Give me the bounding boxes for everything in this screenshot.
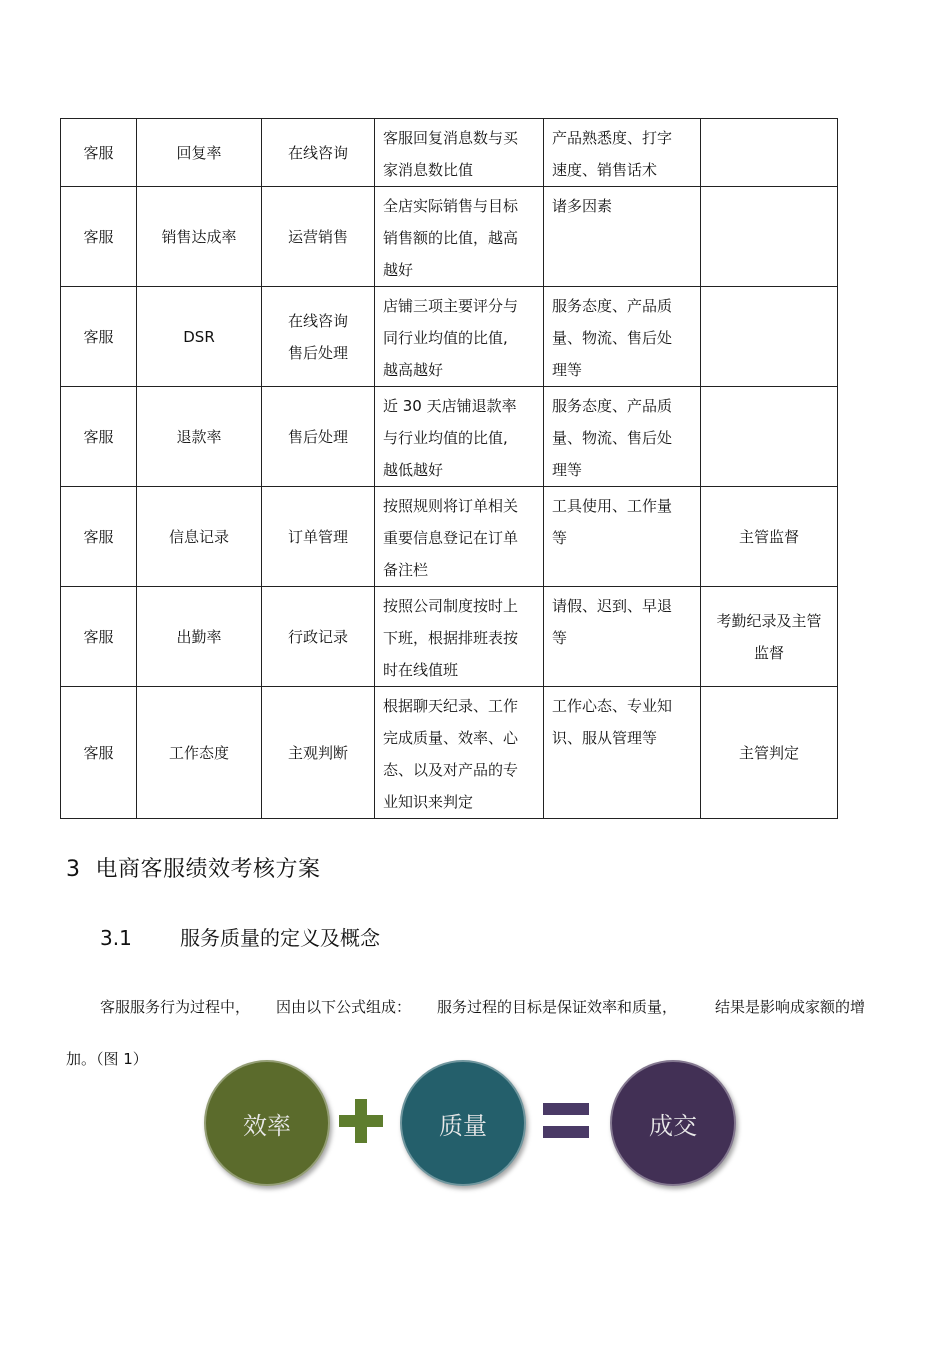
- cell-line: 越好: [383, 261, 414, 279]
- cell-line: 识、服从管理等: [552, 729, 658, 747]
- cell-line: 理等: [552, 361, 583, 379]
- description-cell: [375, 687, 544, 819]
- cell-line: 工作心态、专业知: [552, 697, 673, 715]
- description-cell: [375, 187, 544, 287]
- cell-line: 下班，根据排班表按: [383, 629, 519, 647]
- kpi-table: [60, 118, 838, 819]
- note-cell: [701, 587, 838, 687]
- subsection-heading: [100, 922, 380, 951]
- subsection-number: 3.1: [100, 926, 132, 950]
- table-row: [61, 587, 838, 687]
- paragraph-part: 因由以下公式组成：: [276, 998, 412, 1016]
- subsection-title: 服务质量的定义及概念: [180, 926, 380, 950]
- cell-line: 备注栏: [383, 561, 429, 579]
- method-cell: [262, 487, 375, 587]
- cell-line: 按照公司制度按时上: [383, 597, 519, 615]
- cell-line: 订单管理: [287, 527, 348, 546]
- metric-cell: 出勤率: [137, 587, 262, 687]
- section-title: 电商客服绩效考核方案: [95, 857, 321, 882]
- note-cell: [701, 687, 838, 819]
- cell-line: 重要信息登记在订单: [383, 529, 519, 547]
- table-row: [61, 687, 838, 819]
- cell-line: 业知识来判定: [383, 793, 474, 811]
- note-cell: [701, 119, 838, 187]
- table-row: [61, 387, 838, 487]
- cell-line: 在线咨询: [287, 143, 348, 162]
- cell-line: 按照规则将订单相关: [383, 497, 519, 515]
- cell-line: 越高越好: [383, 361, 444, 379]
- method-cell: [262, 287, 375, 387]
- role-cell: 客服: [61, 119, 137, 187]
- cell-line: 等: [552, 529, 568, 547]
- paragraph-line-2: 加。（图 1）: [66, 1050, 148, 1068]
- table-row: [61, 487, 838, 587]
- factors-cell: [544, 687, 701, 819]
- description-cell: [375, 387, 544, 487]
- method-cell: [262, 187, 375, 287]
- cell-line: 等: [552, 629, 568, 647]
- cell-line: 产品熟悉度、打字: [552, 129, 673, 147]
- cell-line: 客服回复消息数与买: [383, 129, 519, 147]
- note-cell: [701, 487, 838, 587]
- cell-line: 店铺三项主要评分与: [383, 297, 519, 315]
- role-cell: 客服: [61, 187, 137, 287]
- role-cell: 客服: [61, 387, 137, 487]
- description-cell: [375, 487, 544, 587]
- cell-line: 越低越好: [383, 461, 444, 479]
- efficiency-circle: [204, 1060, 330, 1186]
- paragraph-part: 服务过程的目标是保证效率和质量，: [437, 998, 678, 1016]
- cell-line: 量、物流、售后处: [552, 329, 673, 347]
- note-cell: [701, 287, 838, 387]
- factors-cell: [544, 587, 701, 687]
- cell-line: 时在线值班: [383, 661, 459, 679]
- paragraph-part: 客服服务行为过程中，: [100, 998, 251, 1016]
- section-heading: [66, 852, 321, 883]
- cell-line: 运营销售: [287, 227, 348, 246]
- cell-line: 家消息数比值: [383, 161, 474, 179]
- method-cell: [262, 687, 375, 819]
- method-cell: [262, 587, 375, 687]
- section-number: 3: [66, 857, 81, 882]
- quality-circle: [400, 1060, 526, 1186]
- cell-line: 全店实际销售与目标: [383, 197, 519, 215]
- paragraph-line-1: [100, 996, 865, 1017]
- cell-line: 服务态度、产品质: [552, 397, 673, 415]
- cell-line: 监督: [753, 643, 784, 662]
- table-row: [61, 187, 838, 287]
- note-cell: [701, 187, 838, 287]
- role-cell: 客服: [61, 587, 137, 687]
- cell-line: 根据聊天纪录、工作: [383, 697, 519, 715]
- cell-line: 主观判断: [287, 743, 348, 762]
- paragraph-part: 结果是影响成家额的增: [715, 998, 866, 1016]
- cell-line: 售后处理: [287, 427, 348, 446]
- role-cell: 客服: [61, 487, 137, 587]
- cell-line: 主管判定: [738, 743, 799, 762]
- cell-line: 考勤纪录及主管: [716, 611, 822, 630]
- description-cell: [375, 287, 544, 387]
- cell-line: 速度、销售话术: [552, 161, 658, 179]
- formula-diagram: [200, 1058, 740, 1184]
- metric-cell: DSR: [137, 287, 262, 387]
- deal-circle: [610, 1060, 736, 1186]
- equals-icon: [542, 1100, 590, 1142]
- factors-cell: [544, 287, 701, 387]
- cell-line: 诸多因素: [552, 197, 613, 215]
- metric-cell: 工作态度: [137, 687, 262, 819]
- factors-cell: [544, 187, 701, 287]
- cell-line: 与行业均值的比值,: [383, 429, 508, 447]
- metric-cell: 退款率: [137, 387, 262, 487]
- cell-line: 完成质量、效率、心: [383, 729, 519, 747]
- cell-line: 态、以及对产品的专: [383, 761, 519, 779]
- method-cell: [262, 119, 375, 187]
- description-cell: [375, 587, 544, 687]
- cell-line: 量、物流、售后处: [552, 429, 673, 447]
- method-cell: [262, 387, 375, 487]
- cell-line: 服务态度、产品质: [552, 297, 673, 315]
- quality-label: 质量: [439, 1111, 487, 1140]
- kpi-table-body: [61, 119, 838, 819]
- deal-label: 成交: [649, 1111, 697, 1140]
- cell-line: 售后处理: [287, 343, 348, 362]
- cell-line: 主管监督: [738, 527, 799, 546]
- description-cell: [375, 119, 544, 187]
- metric-cell: 回复率: [137, 119, 262, 187]
- metric-cell: 销售达成率: [137, 187, 262, 287]
- role-cell: 客服: [61, 287, 137, 387]
- plus-icon: [338, 1098, 384, 1144]
- metric-cell: 信息记录: [137, 487, 262, 587]
- role-cell: 客服: [61, 687, 137, 819]
- cell-line: 行政记录: [287, 627, 348, 646]
- cell-line: 同行业均值的比值,: [383, 329, 508, 347]
- table-row: [61, 287, 838, 387]
- note-cell: [701, 387, 838, 487]
- cell-line: 销售额的比值，越高: [383, 229, 519, 247]
- factors-cell: [544, 119, 701, 187]
- cell-line: 工具使用、工作量: [552, 497, 673, 515]
- factors-cell: [544, 487, 701, 587]
- table-row: [61, 119, 838, 187]
- factors-cell: [544, 387, 701, 487]
- cell-line: 在线咨询: [287, 311, 348, 330]
- cell-line: 请假、迟到、早退: [552, 597, 673, 615]
- efficiency-label: 效率: [243, 1111, 291, 1140]
- cell-line: 理等: [552, 461, 583, 479]
- cell-line: 近 30 天店铺退款率: [383, 397, 517, 415]
